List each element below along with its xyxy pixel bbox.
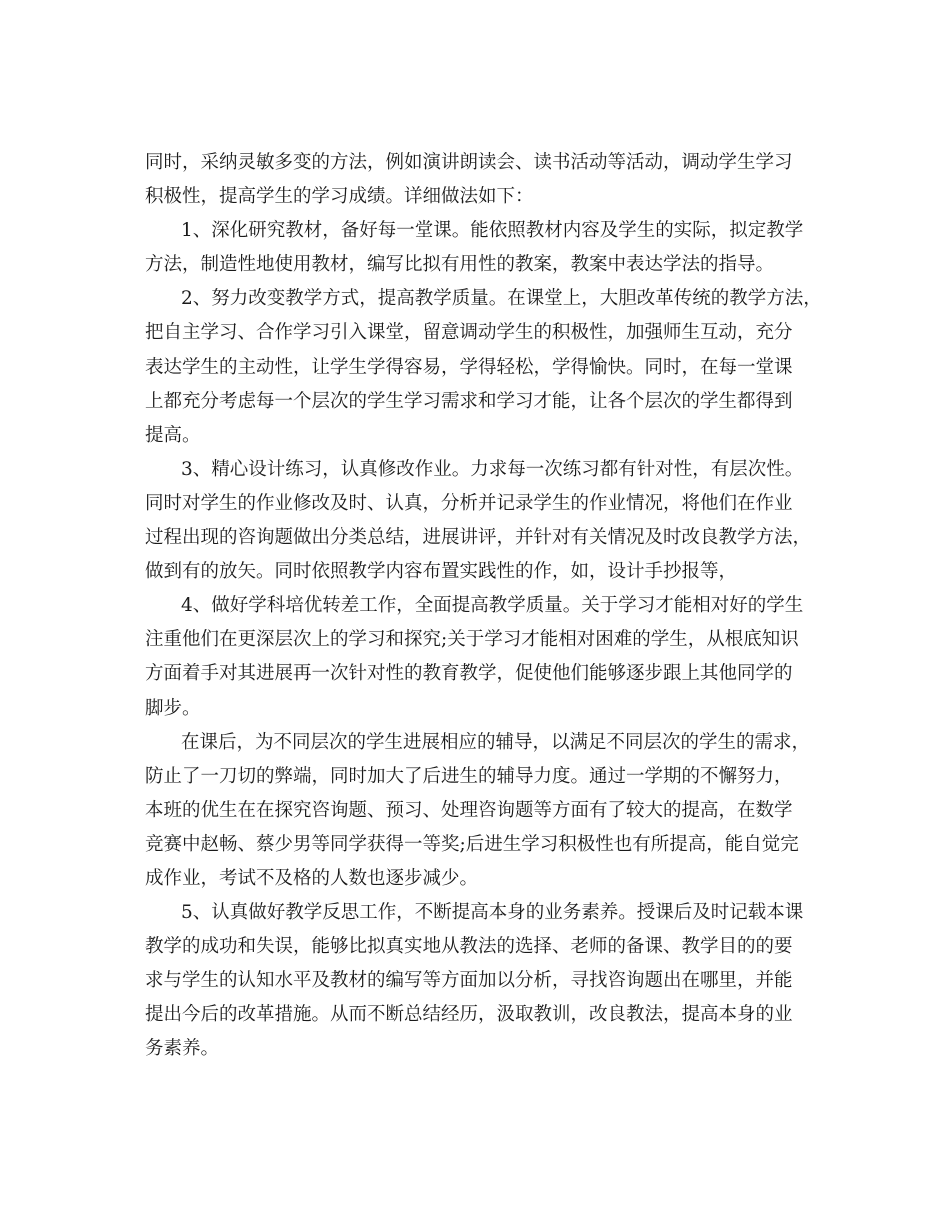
text-line: 上都充分考虑每一个层次的学生学习需求和学习才能，让各个层次的学生都得到 <box>145 390 793 412</box>
text-line: 同时，采纳灵敏多变的方法，例如演讲朗读会、读书活动等活动，调动学生学习 <box>145 152 793 173</box>
text-line: 表达学生的主动性，让学生学得容易，学得轻松，学得愉快。同时，在每一堂课 <box>145 356 793 378</box>
document-body <box>145 146 825 1067</box>
text-line: 积极性，提高学生的学习成绩。详细做法如下： <box>145 186 534 208</box>
text-line: 本班的优生在在探究咨询题、预习、处理咨询题等方面有了较大的提高，在数学 <box>145 799 793 821</box>
text-line: 1、深化研究教材，备好每一堂课。能依照教材内容及学生的实际，拟定教学 <box>181 220 804 242</box>
text-line: 脚步。 <box>145 697 201 719</box>
text-line: 方法，制造性地使用教材，编写比拟有用性的教案，教案中表达学法的指导。 <box>145 254 775 276</box>
text-line: 4、做好学科培优转差工作，全面提高教学质量。关于学习才能相对好的学生 <box>181 595 804 617</box>
text-line: 方面着手对其进展再一次针对性的教育教学，促使他们能够逐步跟上其他同学的 <box>145 663 793 685</box>
text-line: 做到有的放矢。同时依照教学内容布置实践性的作，如，设计手抄报等， <box>145 561 738 583</box>
text-line: 2、努力改变教学方式，提高教学质量。在课堂上，大胆改革传统的教学方法， <box>181 288 822 310</box>
text-line: 注重他们在更深层次上的学习和探究;关于学习才能相对困难的学生，从根底知识 <box>145 629 799 651</box>
text-line: 3、精心设计练习，认真修改作业。力求每一次练习都有针对性，有层次性。 <box>181 458 804 480</box>
text-line: 过程出现的咨询题做出分类总结，进展讲评，并针对有关情况及时改良教学方法， <box>145 527 812 549</box>
text-line: 同时对学生的作业修改及时、认真，分析并记录学生的作业情况，将他们在作业 <box>145 492 793 514</box>
text-line: 竞赛中赵畅、蔡少男等同学获得一等奖;后进生学习积极性也有所提高，能自觉完 <box>145 833 799 855</box>
text-line: 教学的成功和失误，能够比拟真实地从教法的选择、老师的备课、教学目的的要 <box>145 936 793 958</box>
text-line: 在课后，为不同层次的学生进展相应的辅导，以满足不同层次的学生的需求， <box>181 731 811 753</box>
text-line: 5、认真做好教学反思工作，不断提高本身的业务素养。授课后及时记载本课 <box>181 902 804 924</box>
text-line: 提高。 <box>145 424 201 446</box>
text-line: 务素养。 <box>145 1038 220 1060</box>
text-line: 把自主学习、合作学习引入课堂，留意调动学生的积极性，加强师生互动，充分 <box>145 322 793 344</box>
text-line: 防止了一刀切的弊端，同时加大了后进生的辅导力度。通过一学期的不懈努力， <box>145 765 793 787</box>
text-line: 求与学生的认知水平及教材的编写等方面加以分析，寻找咨询题出在哪里，并能 <box>145 970 793 992</box>
text-line: 成作业，考试不及格的人数也逐步减少。 <box>145 867 479 889</box>
text-line: 提出今后的改革措施。从而不断总结经历，汲取教训，改良教法，提高本身的业 <box>145 1004 793 1026</box>
